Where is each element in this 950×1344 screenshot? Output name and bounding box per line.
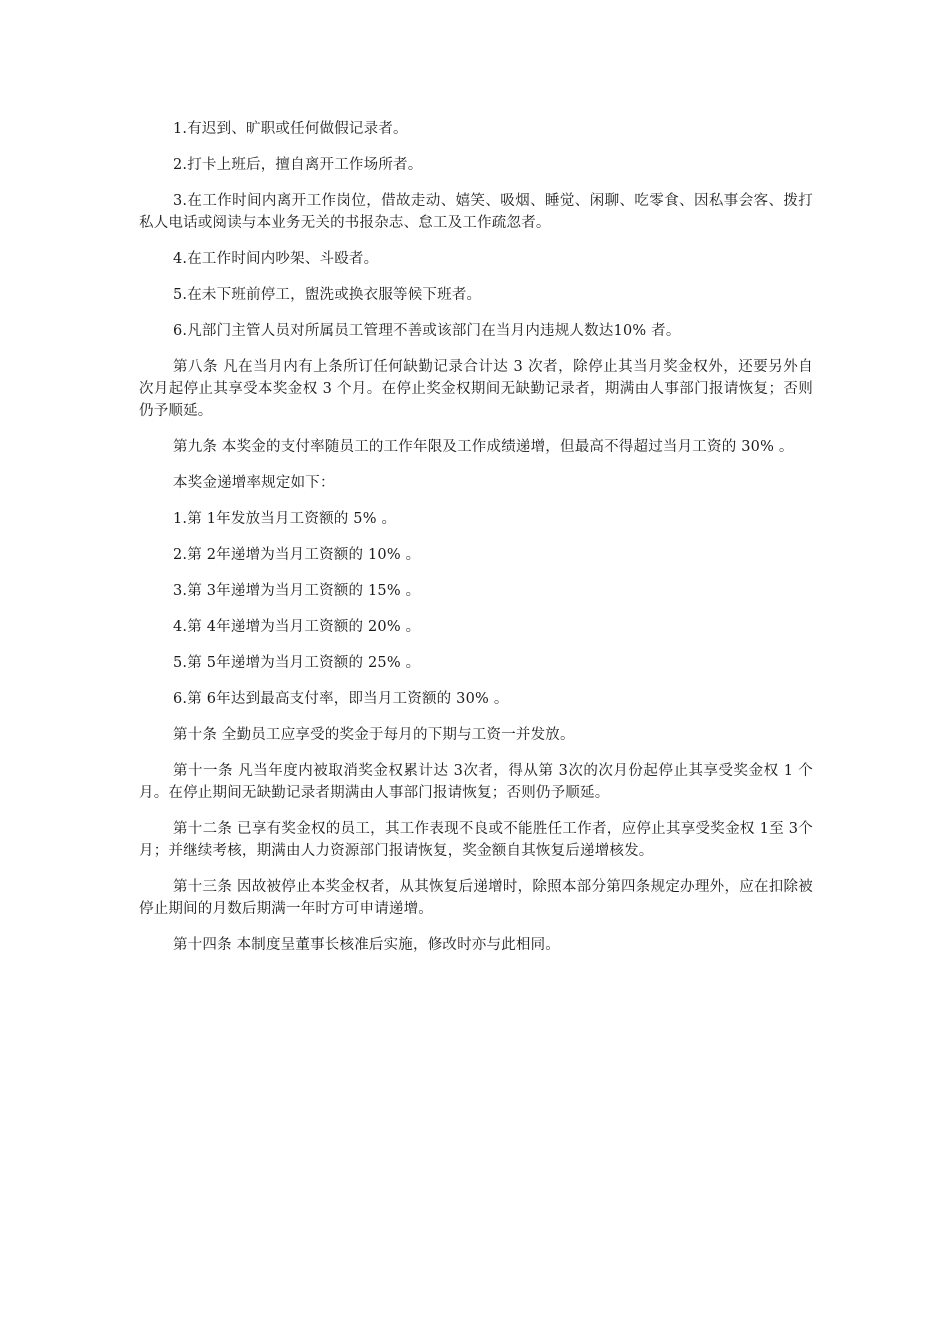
- paragraph-article-14: 第十四条 本制度呈董事长核准后实施，修改时亦与此相同。: [173, 937, 561, 953]
- paragraph-rate-year-3: 3.第 3年递增为当月工资额的 15% 。: [173, 583, 421, 599]
- paragraph-rule-6: 6.凡部门主管人员对所属员工管理不善或该部门在当月内违规人数达10% 者。: [173, 323, 681, 339]
- paragraph-article-10: 第十条 全勤员工应享受的奖金于每月的下期与工资一并发放。: [173, 727, 575, 743]
- paragraph-rule-3: 3.在工作时间内离开工作岗位，借故走动、嬉笑、吸烟、睡觉、闲聊、吃零食、因私事会客、拨打私人电话或阅读与本业务无关的书报杂志、怠工及工作疏忽者。: [139, 193, 813, 231]
- paragraph-rule-4: 4.在工作时间内吵架、斗殴者。: [173, 251, 379, 267]
- paragraph-rate-year-5: 5.第 5年递增为当月工资额的 25% 。: [173, 655, 421, 671]
- paragraph-rate-year-2: 2.第 2年递增为当月工资额的 10% 。: [173, 547, 421, 563]
- paragraph-rule-2: 2.打卡上班后，擅自离开工作场所者。: [173, 157, 423, 173]
- paragraph-article-9: 第九条 本奖金的支付率随员工的工作年限及工作成绩递增，但最高不得超过当月工资的 30% 。: [173, 439, 794, 455]
- paragraph-article-11: 第十一条 凡当年度内被取消奖金权累计达 3次者，得从第 3次的次月份起停止其享受奖金权 1 个月。在停止期间无缺勤记录者期满由人事部门报请恢复；否则仍予顺延。: [139, 763, 813, 801]
- paragraph-rate-year-6: 6.第 6年达到最高支付率，即当月工资额的 30% 。: [173, 691, 509, 707]
- paragraph-rate-year-1: 1.第 1年发放当月工资额的 5% 。: [173, 511, 397, 527]
- paragraph-rate-intro: 本奖金递增率规定如下：: [173, 475, 335, 491]
- paragraph-article-12: 第十二条 已享有奖金权的员工，其工作表现不良或不能胜任工作者，应停止其享受奖金权 1至 3个月；并继续考核，期满由人力资源部门报请恢复，奖金额自其恢复后递增核发。: [139, 821, 813, 859]
- document-body: [139, 118, 813, 970]
- paragraph-article-13: 第十三条 因故被停止本奖金权者，从其恢复后递增时，除照本部分第四条规定办理外，应在扣除被停止期间的月数后期满一年时方可申请递增。: [139, 879, 813, 917]
- paragraph-rule-1: 1.有迟到、旷职或任何做假记录者。: [173, 121, 408, 137]
- paragraph-rule-5: 5.在未下班前停工，盥洗或换衣服等候下班者。: [173, 287, 482, 303]
- paragraph-rate-year-4: 4.第 4年递增为当月工资额的 20% 。: [173, 619, 421, 635]
- paragraph-article-8: 第八条 凡在当月内有上条所订任何缺勤记录合计达 3 次者，除停止其当月奖金权外，还要另外自次月起停止其享受本奖金权 3 个月。在停止奖金权期间无缺勤记录者，期满由人事部门报请恢复；否则仍予顺延。: [139, 359, 813, 419]
